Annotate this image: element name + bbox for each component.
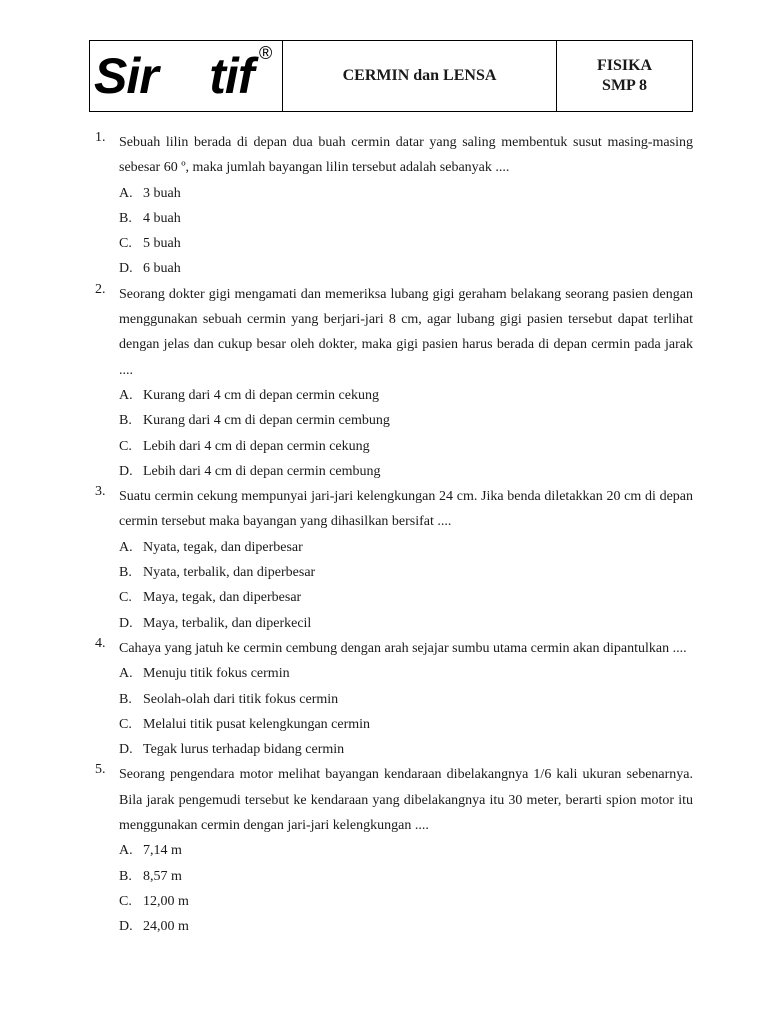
question-number: 5. <box>95 762 106 778</box>
option-list <box>119 838 693 939</box>
option-d <box>119 914 693 939</box>
option-letter: A. <box>119 539 133 555</box>
option-d <box>119 256 693 281</box>
option-text: Lebih dari 4 cm di depan cermin cembung <box>143 463 381 479</box>
option-letter: B. <box>119 868 132 884</box>
option-letter: B. <box>119 691 132 707</box>
option-text: Melalui titik pusat kelengkungan cermin <box>143 716 371 732</box>
option-text: 24,00 m <box>143 919 189 935</box>
option-d <box>119 737 693 762</box>
option-letter: C. <box>119 893 132 909</box>
option-list <box>119 661 693 762</box>
option-c <box>119 434 693 459</box>
question-number: 4. <box>95 635 106 651</box>
option-b <box>119 687 693 712</box>
logo-right: tif <box>209 48 254 104</box>
option-a <box>119 383 693 408</box>
option-text: Nyata, tegak, dan diperbesar <box>143 539 303 555</box>
option-text: Seolah-olah dari titik fokus cermin <box>143 691 339 707</box>
option-c <box>119 231 693 256</box>
option-b <box>119 560 693 585</box>
option-text: 5 buah <box>143 236 181 252</box>
question-number: 2. <box>95 281 106 297</box>
option-letter: D. <box>119 261 133 277</box>
option-a <box>119 661 693 686</box>
option-letter: C. <box>119 438 132 454</box>
option-c <box>119 889 693 914</box>
option-letter: A. <box>119 843 133 859</box>
option-letter: B. <box>119 413 132 429</box>
option-text: Maya, terbalik, dan diperkecil <box>143 615 312 631</box>
question-text: Seorang dokter gigi mengamati dan memeriksa lubang gigi geraham belakang seorang pasien dengan menggunakan sebuah cermin yang berjari-jari 8 cm, agar lubang gigi pasien tersebut dapat terlihat dengan jelas dan cukup besar oleh dokter, maka gigi pasien harus berada di depan cermin pada jarak .... <box>119 286 693 378</box>
option-text: 6 buah <box>143 261 181 277</box>
option-letter: D. <box>119 615 133 631</box>
option-d <box>119 459 693 484</box>
header-table <box>89 40 693 112</box>
option-text: 8,57 m <box>143 868 182 884</box>
option-letter: D. <box>119 919 133 935</box>
option-list <box>119 181 693 282</box>
option-text: 4 buah <box>143 210 181 226</box>
level-label: SMP 8 <box>602 77 647 94</box>
subject-label: FISIKA <box>596 57 653 74</box>
question-1 <box>95 130 693 282</box>
registered-mark-icon: ® <box>259 43 273 63</box>
question-list <box>95 130 693 940</box>
question-text: Sebuah lilin berada di depan dua buah cermin datar yang saling membentuk susut masing-masing sebesar 60 º, maka jumlah bayangan lilin tersebut adalah sebanyak .... <box>119 135 693 176</box>
question-2 <box>95 282 693 484</box>
option-b <box>119 206 693 231</box>
option-text: 3 buah <box>143 185 181 201</box>
logo-cell <box>90 41 283 111</box>
question-text: Suatu cermin cekung mempunyai jari-jari kelengkungan 24 cm. Jika benda diletakkan 20 cm di depan cermin tersebut maka bayangan yang dihasilkan bersifat .... <box>119 489 693 530</box>
option-letter: A. <box>119 387 133 403</box>
option-text: Kurang dari 4 cm di depan cermin cekung <box>143 387 379 403</box>
option-list <box>119 383 693 484</box>
question-number: 3. <box>95 484 106 500</box>
option-c <box>119 712 693 737</box>
document-title: CERMIN dan LENSA <box>283 41 557 111</box>
option-letter: B. <box>119 565 132 581</box>
question-5 <box>95 762 693 939</box>
option-a <box>119 535 693 560</box>
question-text: Cahaya yang jatuh ke cermin cembung dengan arah sejajar sumbu utama cermin akan dipantulkan .... <box>119 640 687 656</box>
option-letter: B. <box>119 210 132 226</box>
option-b <box>119 408 693 433</box>
option-text: Menuju titik fokus cermin <box>143 666 290 682</box>
option-letter: A. <box>119 666 133 682</box>
subject-cell <box>557 41 692 111</box>
option-text: Lebih dari 4 cm di depan cermin cekung <box>143 438 370 454</box>
option-text: Nyata, terbalik, dan diperbesar <box>143 565 316 581</box>
question-number: 1. <box>95 130 106 145</box>
option-letter: D. <box>119 463 133 479</box>
logo-left: Sir <box>94 48 158 104</box>
logo-text <box>94 47 253 105</box>
question-3 <box>95 484 693 636</box>
option-letter: C. <box>119 590 132 606</box>
option-b <box>119 864 693 889</box>
option-d <box>119 611 693 636</box>
option-letter: C. <box>119 236 132 252</box>
question-4 <box>95 636 693 762</box>
option-list <box>119 535 693 636</box>
option-a <box>119 838 693 863</box>
option-text: 12,00 m <box>143 893 189 909</box>
option-letter: D. <box>119 742 133 758</box>
option-letter: A. <box>119 185 133 201</box>
option-text: 7,14 m <box>143 843 182 859</box>
option-c <box>119 585 693 610</box>
option-text: Kurang dari 4 cm di depan cermin cembung <box>143 413 390 429</box>
option-text: Tegak lurus terhadap bidang cermin <box>143 742 345 758</box>
option-a <box>119 181 693 206</box>
option-letter: C. <box>119 716 132 732</box>
question-text: Seorang pengendara motor melihat bayangan kendaraan dibelakangnya 1/6 kali ukuran sebenarnya. Bila jarak pengemudi tersebut ke kendaraan yang dibelakangnya itu 30 meter, berarti spion motor itu menggunakan cermin dengan jari-jari kelengkungan .... <box>119 767 693 834</box>
option-text: Maya, tegak, dan diperbesar <box>143 590 302 606</box>
